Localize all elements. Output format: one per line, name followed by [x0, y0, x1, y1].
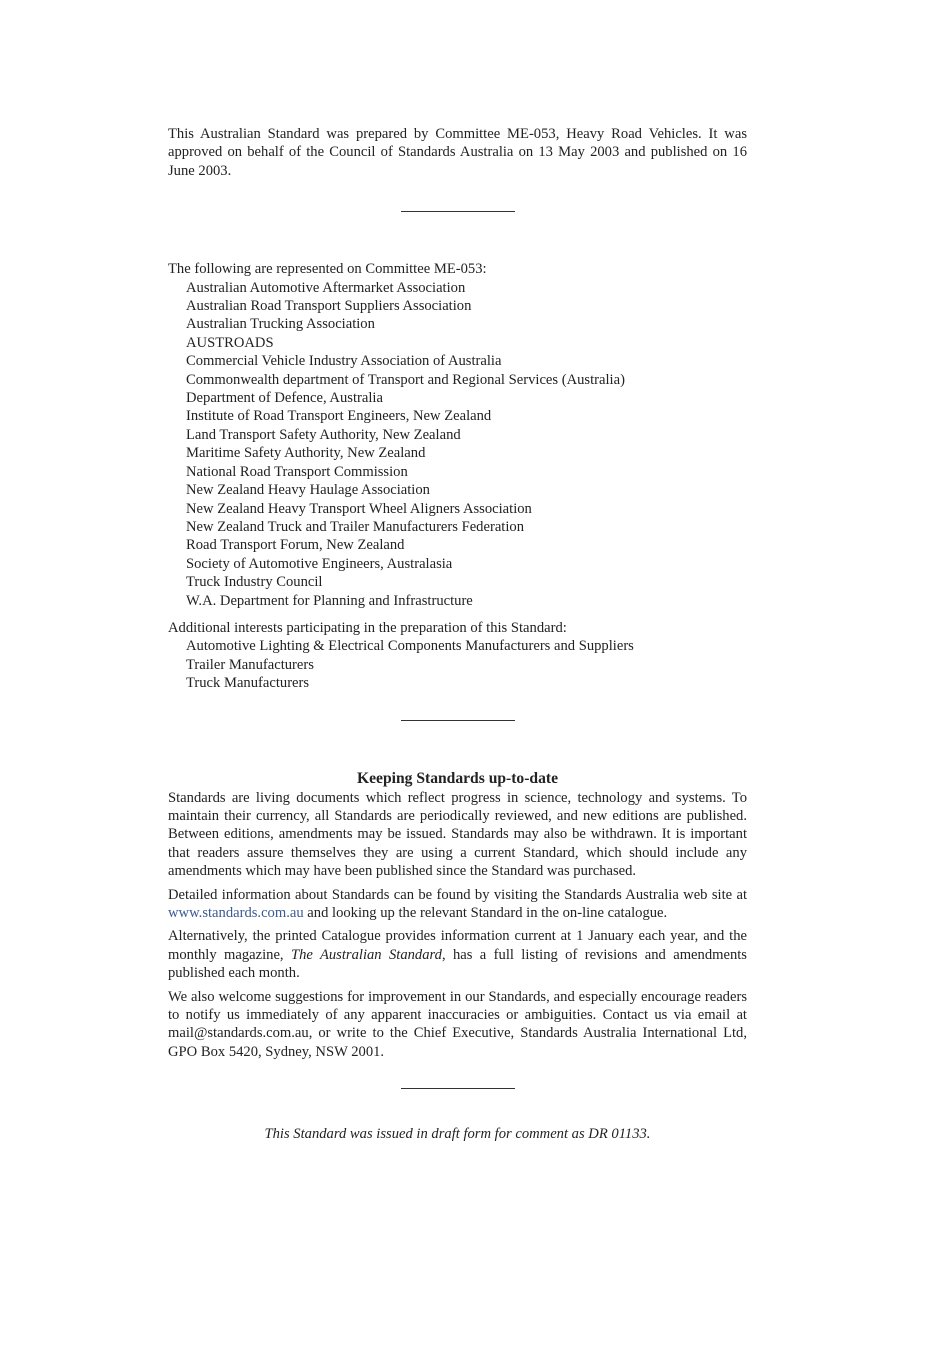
uptodate-paragraph-2 — [168, 886, 747, 923]
paragraph-text: Alternatively, the printed Catalogue provides information current at 1 January each year, and the monthly magazine, — [168, 928, 747, 963]
list-item: Society of Automotive Engineers, Australasia — [186, 555, 453, 572]
section-title: Keeping Standards up-to-date — [356, 769, 558, 787]
list-item: W.A. Department for Planning and Infrastructure — [186, 592, 473, 609]
document-page — [168, 125, 747, 1144]
list-item: Commonwealth department of Transport and Regional Services (Australia) — [186, 371, 625, 388]
list-item: AUSTROADS — [186, 334, 274, 351]
list-item: Truck Manufacturers — [186, 675, 310, 692]
committee-heading: The following are represented on Committee ME-053: — [168, 261, 487, 278]
draft-note: This Standard was issued in draft form for comment as DR 01133. — [264, 1126, 651, 1143]
paragraph-text: and looking up the relevant Standard in the on-line catalogue. — [303, 905, 668, 921]
list-item: Commercial Vehicle Industry Association of Australia — [186, 353, 502, 370]
list-item: Australian Automotive Aftermarket Association — [186, 279, 466, 296]
list-item: Trailer Manufacturers — [186, 656, 314, 673]
standards-website-link[interactable]: www.standards.com.au — [168, 905, 304, 921]
list-item: Australian Trucking Association — [186, 316, 375, 333]
uptodate-paragraph-3 — [168, 927, 747, 982]
list-item: National Road Transport Commission — [186, 463, 408, 480]
committee-member-list — [168, 279, 747, 610]
paragraph-text: Detailed information about Standards can be found by visiting the Standards Australia web site at — [168, 886, 747, 903]
list-item: Australian Road Transport Suppliers Association — [186, 298, 472, 315]
list-item: Truck Industry Council — [186, 574, 323, 591]
additional-interests-list — [168, 637, 747, 692]
list-item: New Zealand Heavy Transport Wheel Aligners Association — [186, 500, 532, 517]
additional-interests-heading: Additional interests participating in the preparation of this Standard: — [168, 619, 567, 636]
list-item: Land Transport Safety Authority, New Zealand — [186, 426, 461, 443]
uptodate-paragraph-1: Standards are living documents which reflect progress in science, technology and systems. To maintain their currency, all Standards are periodically reviewed, and new editions are published. Between editions, amendments may be issued. Standards may also be withdrawn. It is important that readers assure themselves they are using a current Standard, which should include any amendments which may have been published since the Standard was purchased. — [168, 789, 747, 880]
paragraph-text: , has a full listing of revisions and amendments published each month. — [168, 946, 747, 982]
intro-paragraph: This Australian Standard was prepared by Committee ME-053, Heavy Road Vehicles. It was approved on behalf of the Council of Standards Australia on 13 May 2003 and published on 16 June 2003. — [168, 126, 747, 179]
uptodate-paragraph-4: We also welcome suggestions for improvement in our Standards, and especially encourage readers to notify us immediately of any apparent inaccuracies or ambiguities. Contact us via email at mail@standards.com.au, or write to the Chief Executive, Standards Australia International Ltd, GPO Box 5420, Sydney, NSW 2001. — [168, 988, 747, 1060]
list-item: Automotive Lighting & Electrical Components Manufacturers and Suppliers — [186, 638, 634, 655]
list-item: Road Transport Forum, New Zealand — [186, 537, 405, 554]
list-item: Institute of Road Transport Engineers, New Zealand — [186, 408, 492, 425]
list-item: Maritime Safety Authority, New Zealand — [186, 445, 426, 462]
list-item: Department of Defence, Australia — [186, 390, 383, 407]
list-item: New Zealand Truck and Trailer Manufacturers Federation — [186, 518, 524, 535]
magazine-title: The Australian Standard — [290, 946, 442, 963]
list-item: New Zealand Heavy Haulage Association — [186, 482, 430, 499]
